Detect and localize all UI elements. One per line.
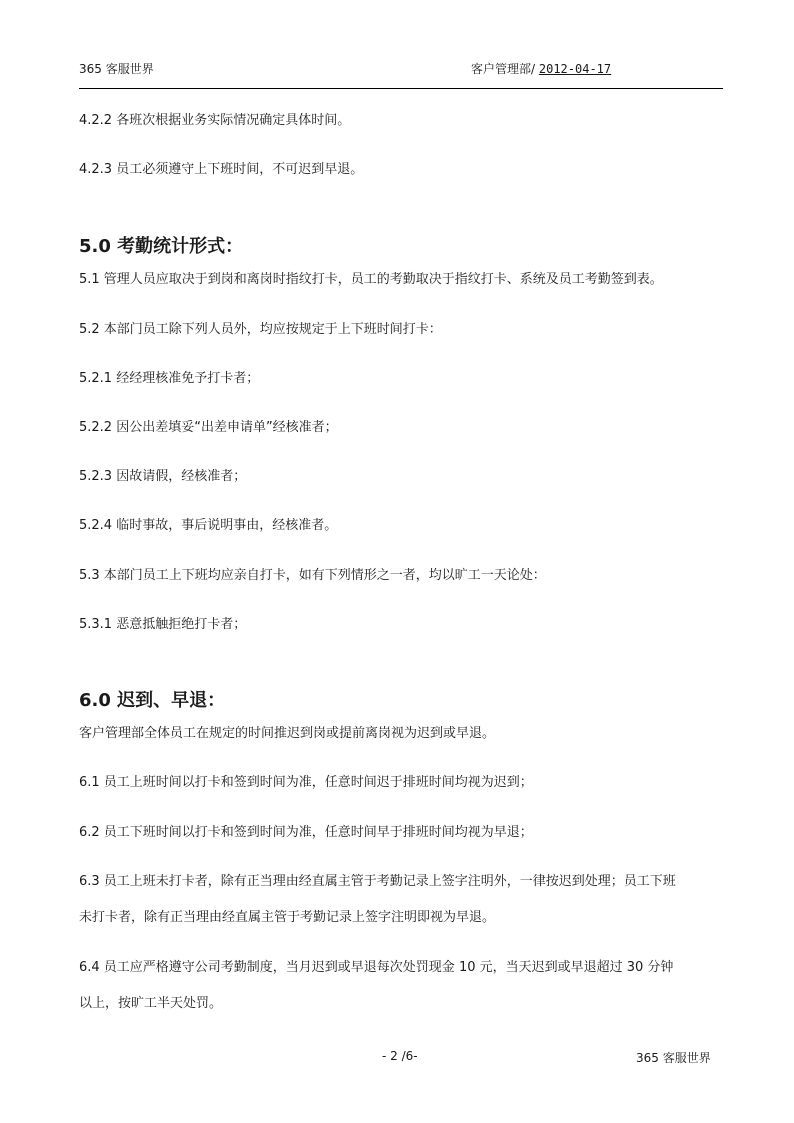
section-heading-6: 6.0 迟到、早退： [79,690,226,711]
clause-4-2-3: 4.2.3 员工必须遵守上下班时间，不可迟到早退。 [79,162,364,177]
clause-5-2: 5.2 本部门员工除下列人员外，均应按规定于上下班时间打卡： [79,322,442,337]
header-brand: 365 客服世界 [79,62,154,76]
header-rule [79,88,723,89]
clause-5-2-4: 5.2.4 临时事故，事后说明事由，经核准者。 [79,518,338,533]
clause-6-1: 6.1 员工上班时间以打卡和签到时间为准，任意时间迟于排班时间均视为迟到； [79,775,533,790]
clause-6-3-line2: 未打卡者，除有正当理由经直属主管于考勤记录上签字注明即视为早退。 [79,910,496,925]
clause-5-1: 5.1 管理人员应取决于到岗和离岗时指纹打卡，员工的考勤取决于指纹打卡、系统及员工考勤签到表。 [79,272,663,287]
clause-5-2-2: 5.2.2 因公出差填妥“出差申请单”经核准者； [79,420,338,435]
clause-6-3-line1: 6.3 员工上班未打卡者，除有正当理由经直属主管于考勤记录上签字注明外，一律按迟到处理；员工下班 [79,874,676,889]
clause-5-3: 5.3 本部门员工上下班均应亲自打卡，如有下列情形之一者，均以旷工一天论处： [79,568,546,583]
clause-5-3-1: 5.3.1 恶意抵触拒绝打卡者； [79,617,247,632]
clause-5-2-3: 5.2.3 因故请假，经核准者； [79,469,247,484]
header-dept: 客户管理部/ [471,62,536,76]
header-dept-date [471,60,611,77]
section-6-intro: 客户管理部全体员工在规定的时间推迟到岗或提前离岗视为迟到或早退。 [79,726,496,741]
clause-4-2-2: 4.2.2 各班次根据业务实际情况确定具体时间。 [79,113,351,128]
clause-6-2: 6.2 员工下班时间以打卡和签到时间为准，任意时间早于排班时间均视为早退； [79,825,533,840]
section-heading-5: 5.0 考勤统计形式： [79,236,244,257]
clause-6-4-line1: 6.4 员工应严格遵守公司考勤制度，当月迟到或早退每次处罚现金 10 元，当天迟到或早退超过 30 分钟 [79,960,674,975]
clause-5-2-1: 5.2.1 经经理核准免予打卡者； [79,371,260,386]
page-number: - 2 /6- [382,1049,418,1063]
clause-6-4-line2: 以上，按旷工半天处罚。 [79,996,223,1011]
footer-brand: 365 客服世界 [636,1051,711,1065]
header-date: 2012-04-17 [538,62,612,76]
